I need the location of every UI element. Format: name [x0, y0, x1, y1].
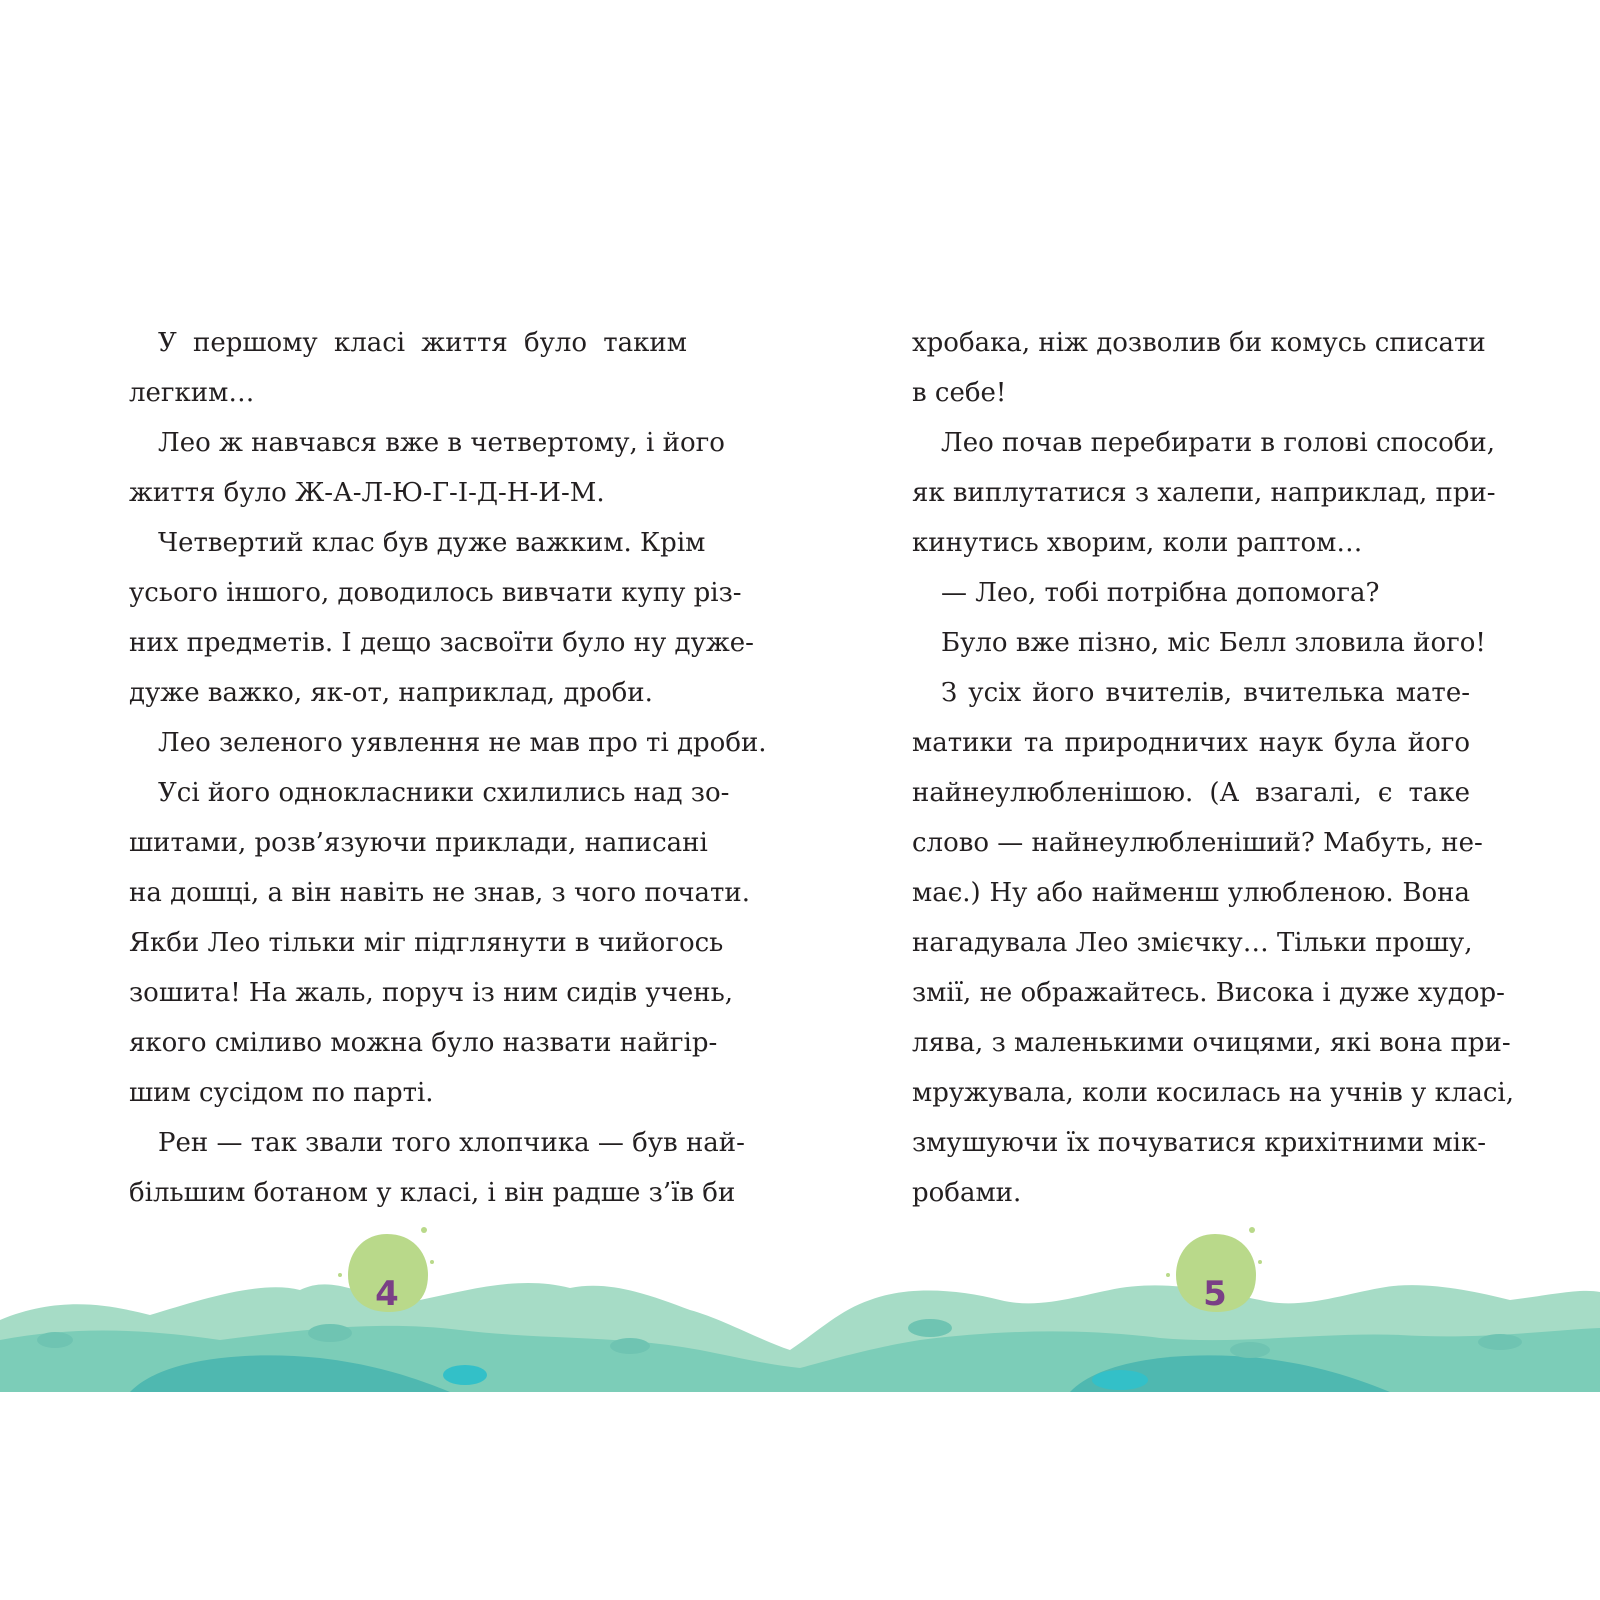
- left-page-text: [129, 318, 767, 1218]
- text-line: У першому класі життя було таким: [158, 328, 687, 358]
- right-page-text: [912, 318, 1514, 1218]
- text-line: Було вже пізно, міс Белл зловила його!: [941, 628, 1486, 658]
- text-line: шим сусідом по парті.: [129, 1078, 434, 1108]
- text-line: легким…: [129, 378, 255, 408]
- text-line: якого сміливо можна було назвати найгір-: [129, 1028, 718, 1058]
- text-line: кинутись хворим, коли раптом…: [912, 528, 1363, 558]
- text-line: Якби Лео тільки міг підглянути в чийогось: [129, 928, 724, 958]
- wave-decoration: [0, 1200, 1600, 1392]
- text-line: зошита! На жаль, поруч із ним сидів учень,: [129, 978, 734, 1008]
- text-line: них предметів. І дещо засвоїти було ну дуже-: [129, 628, 754, 658]
- text-line: має.) Ну або найменш улюбленою. Вона: [912, 878, 1470, 908]
- text-line: більшим ботаном у класі, і він радше з’їв би: [129, 1178, 736, 1208]
- text-line: Рен — так звали того хлопчика — був най-: [158, 1128, 745, 1158]
- page-number-left: 4: [375, 1274, 399, 1314]
- text-line: змушуючи їх почуватися крихітними мік-: [912, 1128, 1487, 1158]
- text-line: Лео почав перебирати в голові способи,: [941, 428, 1495, 458]
- text-line: усього іншого, доводилось вивчати купу різ-: [129, 578, 742, 608]
- text-line: життя було Ж-А-Л-Ю-Г-І-Д-Н-И-М.: [129, 478, 605, 508]
- text-line: лява, з маленькими очицями, які вона при-: [912, 1028, 1511, 1058]
- text-line: шитами, розв’язуючи приклади, написані: [129, 828, 708, 858]
- text-line: хробака, ніж дозволив би комусь списати: [912, 328, 1486, 358]
- text-line: З усіх його вчителів, вчителька мате-: [941, 678, 1470, 708]
- text-line: Четвертий клас був дуже важким. Крім: [158, 528, 706, 558]
- text-line: Лео зеленого уявлення не мав про ті дроби.: [158, 728, 767, 758]
- text-line: змії, не ображайтесь. Висока і дуже худор-: [912, 978, 1505, 1008]
- text-line: — Лео, тобі потрібна допомога?: [941, 578, 1380, 608]
- text-line: найнеулюбленішою. (А взагалі, є таке: [912, 778, 1470, 808]
- text-line: на дошці, а він навіть не знав, з чого почати.: [129, 878, 751, 908]
- text-line: Усі його однокласники схилились над зо-: [158, 778, 730, 808]
- text-line: як виплутатися з халепи, наприклад, при-: [912, 478, 1496, 508]
- text-line: мружувала, коли косилась на учнів у класі,: [912, 1078, 1514, 1108]
- text-line: дуже важко, як-от, наприклад, дроби.: [129, 678, 653, 708]
- text-line: робами.: [912, 1178, 1022, 1208]
- text-line: в себе!: [912, 378, 1007, 408]
- page-number-right: 5: [1203, 1274, 1227, 1314]
- text-line: матики та природничих наук була його: [912, 728, 1470, 758]
- text-line: слово — найнеулюбленіший? Мабуть, не-: [912, 828, 1483, 858]
- text-line: нагадувала Лео змієчку… Тільки прошу,: [912, 928, 1473, 958]
- text-line: Лео ж навчався вже в четвертому, і його: [158, 428, 725, 458]
